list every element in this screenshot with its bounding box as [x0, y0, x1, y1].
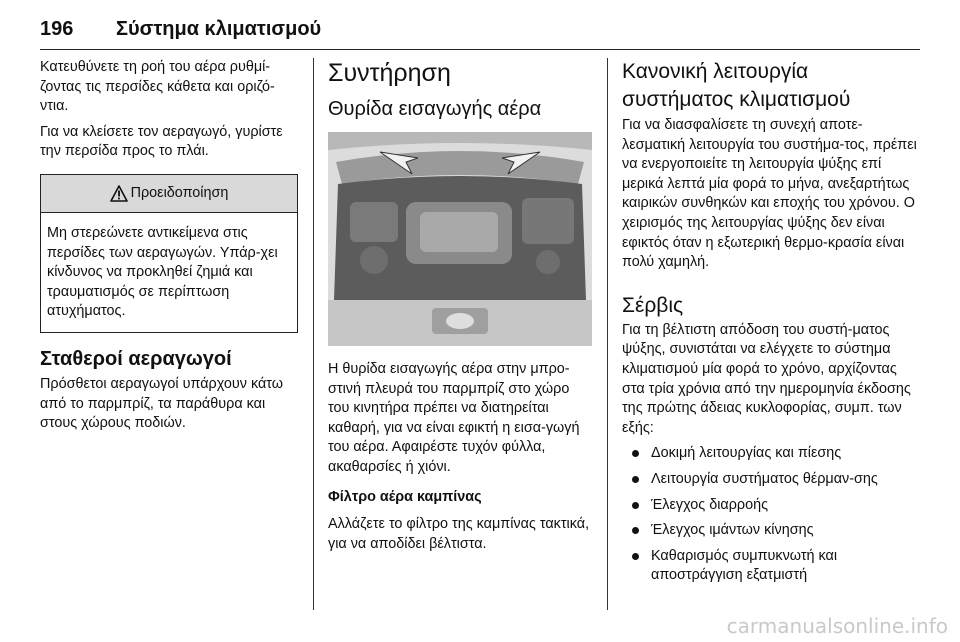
list-item: Καθαρισμός συμπυκνωτή και αποστράγγιση εξατμιστή	[622, 547, 920, 586]
column-right	[622, 58, 920, 586]
service-text: Για τη βέλτιστη απόδοση του συστή-ματος ψύξης, συνιστάται να ελέγχετε το σύστημα κλιματισμού μία φορά το χρόνο, αρχίζοντας στα τρία χρόνια από την ημερομηνία έκδοσης της πρώτης άδειας κυκλοφορίας, συμπ. των εξής:	[622, 321, 911, 436]
air-intake-heading: Θυρίδα εισαγωγής αέρα	[328, 98, 542, 120]
warning-box	[40, 174, 298, 333]
column-divider	[607, 58, 608, 610]
bullet-icon	[632, 553, 639, 560]
engine-bay-photo	[328, 132, 592, 346]
chapter-title: Σύστημα κλιματισμού	[116, 18, 322, 40]
warning-text: Μη στερεώνετε αντικείμενα στις περσίδες των αεραγωγών. Υπάρ-χει κίνδυνος να προκληθεί ζημιά και τραυματισμός σε περίπτωση ατυχήματος.	[47, 224, 278, 320]
list-item: Λειτουργία συστήματος θέρμαν-σης	[622, 470, 920, 490]
maintenance-heading: Συντήρηση	[328, 59, 451, 87]
bullet-icon	[632, 476, 639, 483]
pollen-filter-heading: Φίλτρο αέρα καμπίνας	[328, 488, 482, 505]
list-item: Έλεγχος ιμάντων κίνησης	[622, 521, 920, 541]
air-intake-text: Η θυρίδα εισαγωγής αέρα στην μπρο-στινή πλευρά του παρμπρίζ στο χώρο του κινητήρα πρέπει να διατηρείται καθαρή, για να είναι εφικτή η εισα-γωγή του αέρα. Αφαιρέστε τυχόν φύλλα, ακαθαρσίες ή χιόνι.	[328, 361, 580, 475]
fixed-vents-text: Πρόσθετοι αεραγωγοί υπάρχουν κάτω από το παρμπρίζ, τα παράθυρα και στους χώρους ποδιών.	[40, 375, 284, 432]
list-item: Δοκιμή λειτουργίας και πίεσης	[622, 444, 920, 464]
regular-operation-heading: Κανονική λειτουργία συστήματος κλιματισμού	[622, 60, 851, 111]
page-header	[40, 14, 920, 50]
warning-title: Προειδοποίηση	[130, 185, 229, 202]
bullet-icon	[632, 450, 639, 457]
engine-bay-illustration	[328, 132, 592, 346]
column-divider	[313, 58, 314, 610]
column-middle	[328, 58, 592, 554]
warning-header	[41, 175, 297, 213]
column-left	[40, 58, 298, 434]
watermark: carmanualsonline.info	[726, 614, 948, 638]
service-heading: Σέρβις	[622, 293, 684, 317]
service-checklist	[622, 444, 920, 586]
warning-triangle-icon	[110, 185, 128, 202]
close-vent-paragraph: Για να κλείσετε τον αεραγωγό, γυρίστε την περσίδα προς το πλάι.	[40, 123, 283, 160]
fixed-vents-heading: Σταθεροί αεραγωγοί	[40, 347, 232, 370]
pollen-filter-text: Αλλάζετε το φίλτρο της καμπίνας τακτικά, για να αποδίδει βέλτιστα.	[328, 516, 590, 552]
page-number: 196	[40, 18, 74, 40]
bullet-icon	[632, 502, 639, 509]
list-item: Έλεγχος διαρροής	[622, 496, 920, 516]
bullet-icon	[632, 527, 639, 534]
regular-operation-text: Για να διασφαλίσετε τη συνεχή αποτε-λεσματική λειτουργία του συστήμα-τος, πρέπει να ενεργοποιείτε τη λειτουργία ψύξης επί μερικά λεπτά μία φορά το μήνα, ανεξαρτήτως καιρικών συνθηκών και εποχής του χρόνου. Ο χειρισμός της λειτουργίας ψύξης δεν είναι εφικτός όταν η εξωτερική θερμο-κρασία είναι πολύ χαμηλή.	[622, 117, 917, 271]
intro-paragraph: Κατευθύνετε τη ροή του αέρα ρυθμί-ζοντας τις περσίδες κάθετα και οριζό-ντια.	[40, 59, 275, 115]
